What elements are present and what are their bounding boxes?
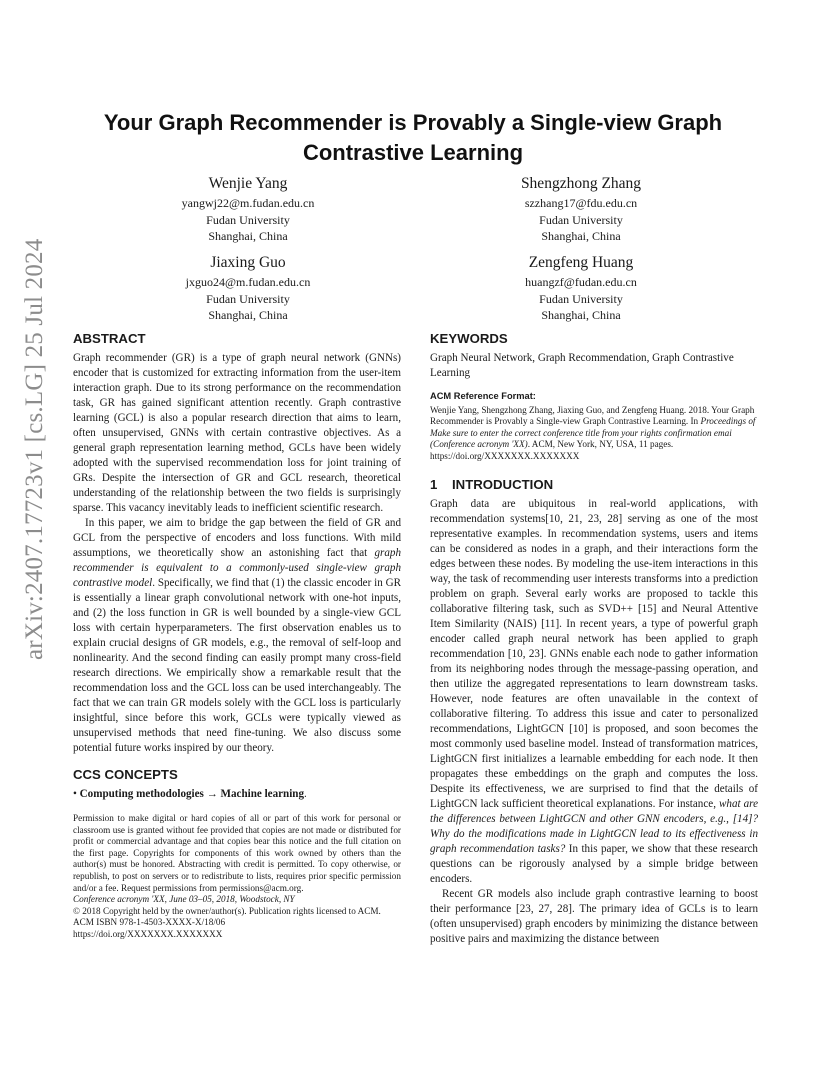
keywords-text: Graph Neural Network, Graph Recommendation, Graph Contrastive Learning: [430, 352, 734, 379]
author-location: Shanghai, China: [208, 229, 288, 243]
author-email: szzhang17@fdu.edu.cn: [524, 196, 638, 210]
ccs-heading: CCS CONCEPTS: [73, 767, 178, 782]
author-block: [451, 174, 711, 245]
author-email: yangwj22@m.fudan.edu.cn: [181, 196, 315, 210]
author-affiliation: Fudan University: [539, 291, 623, 306]
acm-reference: [430, 391, 758, 463]
copyright-notice: © 2018 Copyright held by the owner/author(s). Publication rights licensed to ACM.: [73, 905, 381, 916]
acm-ref-venue: Proceedings of Make sure to enter the correct conference title from your rights confirmation emai (Conference acronym 'XX): [430, 416, 756, 450]
author-email: huangzf@fudan.edu.cn: [525, 275, 637, 289]
abstract-text: In this paper, we aim to bridge the gap between the field of GR and GCL from the perspective of encoders and loss functions. With mild assumptions, we theoretically show an astonishing fact that: [73, 517, 401, 559]
title-line-1: Your Graph Recommender is Provably a Single-view Graph: [103, 110, 723, 135]
left-column: [73, 330, 401, 941]
author-affiliation: Fudan University: [206, 212, 290, 227]
author-affiliation: Fudan University: [539, 212, 623, 227]
intro-paragraph-2: Recent GR models also include graph contrastive learning to boost their performance [23, 27, 28]. The primary idea of GCLs is to learn (often unsupervised) graph encoders by minimizing the distance between positive pairs and maximizing the distance between: [430, 887, 758, 945]
acm-reference-text: [430, 405, 758, 463]
author-location: Shanghai, China: [541, 308, 621, 322]
author-location: Shanghai, China: [208, 308, 288, 322]
intro-emphasis: what are the differences between LightGCN and other GNN encoders, e.g., [14]? Why do the modifications made in LightGCN lead to its effectiveness in graph recommendation tasks?: [430, 797, 758, 855]
author-location: Shanghai, China: [541, 229, 621, 243]
doi-link[interactable]: https://doi.org/XXXXXXX.XXXXXXX: [73, 928, 223, 939]
keywords-heading: KEYWORDS: [430, 331, 508, 346]
arxiv-identifier: arXiv:2407.17723v1 [cs.LG] 25 Jul 2024: [21, 238, 48, 660]
abstract-heading: ABSTRACT: [73, 331, 146, 346]
acm-ref-text: . ACM, New York, NY, USA, 11 pages. https://doi.org/XXXXXXX.XXXXXXX: [430, 439, 674, 461]
intro-text: In this paper, we show that these research questions can be rigorously analysed by a simple bridge between encoders.: [430, 842, 758, 885]
isbn: ACM ISBN 978-1-4503-XXXX-X/18/06: [73, 917, 226, 928]
section-title: INTRODUCTION: [452, 476, 554, 492]
author-name: Wenjie Yang: [208, 175, 288, 192]
author-email: jxguo24@m.fudan.edu.cn: [185, 275, 311, 289]
abstract-paragraph-1: Graph recommender (GR) is a type of graph neural network (GNNs) encoder that is customized for extracting information from the user-item interaction graph. Due to its strong performance on the recommendation task, GR has gained significant attention recently. Graph contrastive learning (GCL) is also a popular research direction that aims to learn, often unsupervised, GNNs with certain contrastive objectives. As a general graph representation learning method, GCLs have been widely adopted with the supervised recommendation loss for joint training of GRs. Despite the intersection of GR and GCL research, theoretical understanding of the relationship between the two fields is surprisingly sparse. This vacancy inevitably leads to inefficient scientific research.: [73, 352, 401, 514]
abstract-paragraph-2: [73, 516, 401, 756]
author-block: [451, 253, 711, 324]
author-block: [118, 174, 378, 245]
ccs-item: Computing methodologies → Machine learning: [79, 788, 305, 800]
ccs-bullet: •: [73, 788, 77, 800]
section-number: 1: [430, 476, 438, 492]
abstract-emphasis: graph recommender is equivalent to a commonly-used single-view graph contrastive model: [73, 547, 401, 589]
acm-ref-text: Wenjie Yang, Shengzhong Zhang, Jiaxing Guo, and Zengfeng Huang. 2018. Your Graph Recommender is Provably a Single-view Graph Contrastive Learning. In: [430, 404, 755, 427]
conference-info: Conference acronym 'XX, June 03–05, 2018, Woodstock, NY: [73, 894, 295, 905]
ccs-period: .: [304, 788, 307, 800]
author-name: Shengzhong Zhang: [520, 175, 642, 192]
author-name: Zengfeng Huang: [528, 254, 634, 271]
author-block: [118, 253, 378, 324]
intro-text: Graph data are ubiquitous in real-world applications, with recommendation systems[10, 21, 23, 28] serving as one of the most representative examples. In recommendation systems, users and items can be considered as nodes in a graph, and their interactions form the edges between these nodes. By modeling the use-item interactions in this way, the task of recommending user interests transforms into a prediction problem on graph. Several early works are proposed to tackle this collaborative filtering task, such as SVD++ [15] and Neural Attentive Item Similarity (NAIS) [11]. In recent years, a type of powerful graph encoder called graph neural network has been applied to graph recommendation [10, 23]. GNNs enable each node to gather information from its neighboring nodes through the message-passing operation, and then utilize the aggregated representations to learn downstream tasks. However, node features are often unavailable in the context of collaborative filtering. To address this issue and cater to personalized recommendations, LightGCN [10] is proposed, and soon becomes the most commonly used baseline model. Instead of transformation matrices, LightGCN first initializes a learnable embedding for each node. It then propagates these embeddings on the graph and computes the loss. Despite its effectiveness, we are surprised to find that the details of LightGCN lack sufficient theoretical explanations. For instance,: [430, 497, 758, 810]
permission-block: [73, 813, 401, 941]
introduction-heading: [430, 476, 758, 494]
paper-title: [70, 108, 756, 168]
ccs-concept: [73, 787, 401, 802]
author-name: Jiaxing Guo: [210, 254, 286, 271]
permission-text: Permission to make digital or hard copies of all or part of this work for personal or classroom use is granted without fee provided that copies are not made or distributed for profit or commercial advantage and that copies bear this notice and the full citation on the first page. Copyrights for components of this work owned by others than the author(s) must be honored. Abstracting with credit is permitted. To copy otherwise, or republish, to post on servers or to redistribute to lists, requires prior specific permission and/or a fee. Request permissions from permissions@acm.org.: [73, 813, 401, 893]
title-line-2: Contrastive Learning: [302, 140, 524, 165]
intro-paragraph-1: [430, 497, 758, 887]
right-column: [430, 330, 758, 947]
abstract-text: . Specifically, we find that (1) the classic encoder in GR is essentially a linear graph convolutional network with one-hot inputs, and (2) the loss function in GR is well bounded by a single-view GCL loss with certain hyperparameters. The first observation enables us to explain crucial designs of GR models, e.g., the removal of self-loop and nonlinearity. And the second finding can easily prompt many cross-field research directions. We empirically show a remarkable result that the recommendation loss and the GCL loss can be used interchangeably. The fact that we can train GR models solely with the GCL loss is particularly insightful, since before this work, GCLs were typically viewed as unsupervised methods that need fine-tuning. We also discuss some potential future works inspired by our theory.: [73, 577, 401, 754]
author-affiliation: Fudan University: [206, 291, 290, 306]
acm-reference-heading: ACM Reference Format:: [430, 391, 536, 401]
